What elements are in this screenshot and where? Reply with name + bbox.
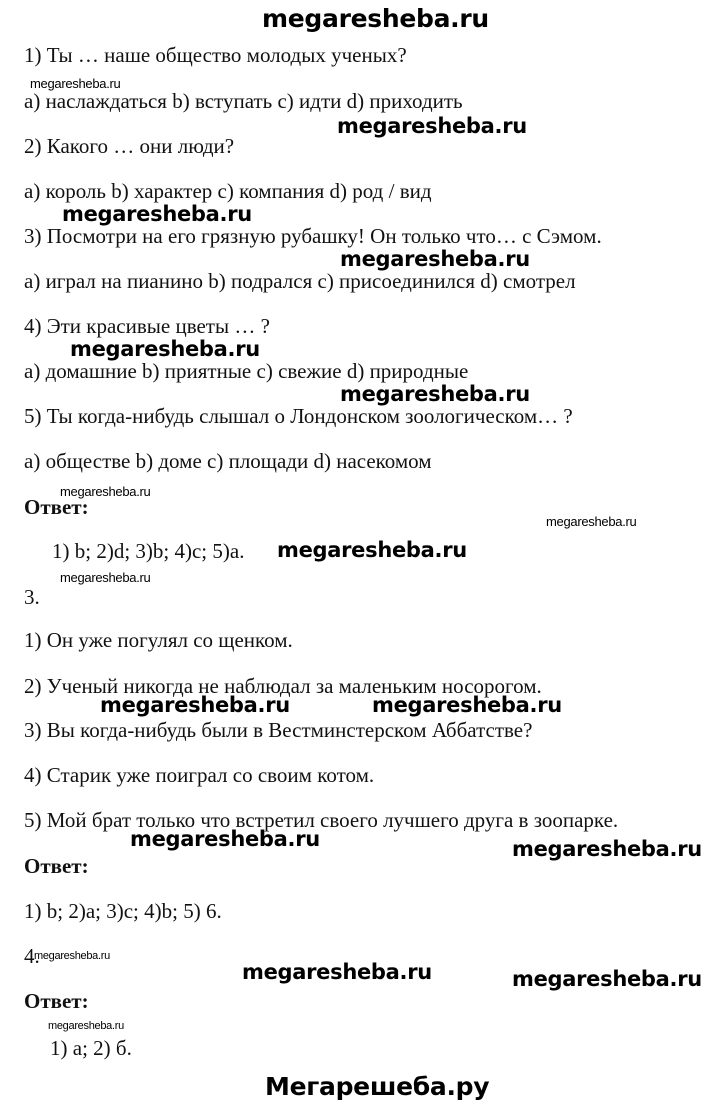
sentence-4: 4) Старик уже поиграл со своим котом.	[24, 763, 375, 787]
question-2-options: a) король b) характер c) компания d) род / вид	[24, 179, 432, 203]
question-4-options: a) домашние b) приятные c) свежие d) природные	[24, 359, 469, 383]
question-5: 5) Ты когда-нибудь слышал о Лондонском зоологическом… ?	[24, 404, 573, 428]
sentence-1: 1) Он уже погулял со щенком.	[24, 628, 293, 652]
question-3-options: a) играл на пианино b) подрался c) присоединился d) смотрел	[24, 269, 576, 293]
watermark: megaresheba.ru	[340, 247, 530, 271]
footer-watermark: Мегарешеба.ру	[265, 1072, 490, 1101]
question-2: 2) Какого … они люди?	[24, 134, 235, 158]
answer-label-2: Ответ:	[24, 495, 89, 519]
watermark: megaresheba.ru	[512, 967, 702, 991]
answer-label-4: Ответ:	[24, 989, 89, 1013]
section-3-number: 3.	[24, 585, 40, 609]
watermark: megaresheba.ru	[70, 337, 260, 361]
watermark: megaresheba.ru	[337, 114, 527, 138]
watermark: megaresheba.ru	[340, 382, 530, 406]
watermark-small: megaresheba.ru	[48, 1020, 124, 1032]
question-4: 4) Эти красивые цветы … ?	[24, 314, 270, 338]
watermark: megaresheba.ru	[100, 693, 290, 717]
watermark-small: megaresheba.ru	[546, 514, 637, 529]
watermark: megaresheba.ru	[277, 538, 467, 562]
watermark: megaresheba.ru	[62, 202, 252, 226]
watermark: megaresheba.ru	[512, 837, 702, 861]
watermark-small: megaresheba.ru	[60, 484, 151, 499]
watermark: megaresheba.ru	[242, 960, 432, 984]
question-5-options: a) обществе b) доме c) площади d) насекомом	[24, 449, 432, 473]
watermark: megaresheba.ru	[372, 693, 562, 717]
header-watermark: megaresheba.ru	[262, 4, 489, 33]
answer-label-3: Ответ:	[24, 854, 89, 878]
sentence-5: 5) Мой брат только что встретил своего лучшего друга в зоопарке.	[24, 808, 619, 832]
section-4-number: 4.	[24, 944, 40, 968]
question-1: 1) Ты … наше общество молодых ученых?	[24, 43, 407, 67]
question-1-options: a) наслаждаться b) вступать c) идти d) приходить	[24, 89, 463, 113]
answer-3: 1) b; 2)a; 3)c; 4)b; 5) 6.	[24, 899, 222, 923]
watermark-small: megaresheba.ru	[30, 76, 121, 91]
sentence-3: 3) Вы когда-нибудь были в Вестминстерском Аббатстве?	[24, 718, 533, 742]
sentence-2: 2) Ученый никогда не наблюдал за маленьким носорогом.	[24, 674, 542, 698]
question-3: 3) Посмотри на его грязную рубашку! Он только что… с Сэмом.	[24, 224, 602, 248]
watermark: megaresheba.ru	[130, 827, 320, 851]
answer-2: 1) b; 2)d; 3)b; 4)c; 5)a.	[52, 539, 245, 563]
watermark-small: megaresheba.ru	[60, 570, 151, 585]
answer-4: 1) a; 2) б.	[50, 1036, 132, 1060]
watermark-small: megaresheba.ru	[34, 950, 110, 962]
